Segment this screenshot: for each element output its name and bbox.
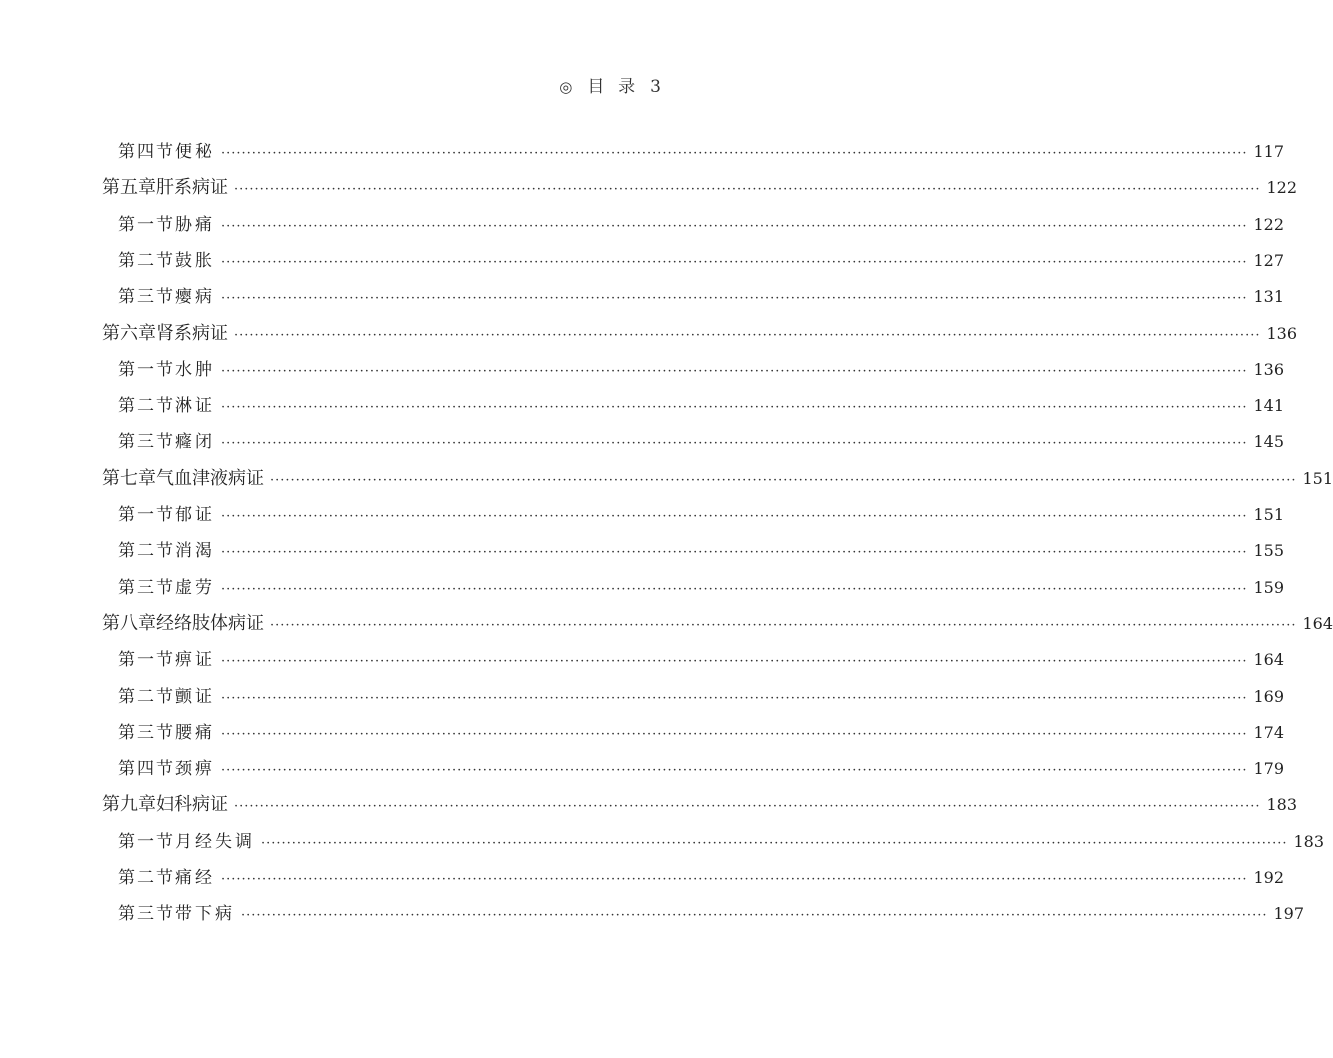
- section-title: 消渴: [175, 541, 215, 562]
- section-title: 胁痛: [175, 214, 215, 235]
- section-title: 便秘: [175, 142, 215, 162]
- dot-leader: ········································································································································································································: [270, 617, 1297, 633]
- toc-section-row: [118, 497, 1285, 533]
- section-number: 第一节: [118, 505, 175, 525]
- section-title: 月经失调: [175, 831, 255, 852]
- section-title: 郁证: [175, 505, 215, 525]
- page-number: 179: [1253, 759, 1285, 779]
- chapter-title: 妇科病证: [156, 794, 228, 816]
- toc-chapter-row: [102, 170, 1298, 206]
- toc-chapter-row: [102, 461, 1333, 497]
- page-number: 174: [1253, 722, 1285, 742]
- dot-leader: ········································································································································································································: [261, 835, 1288, 851]
- dot-leader: ········································································································································································································: [221, 363, 1248, 379]
- chapter-title: 经络肢体病证: [156, 612, 264, 634]
- toc-section-row: [118, 751, 1285, 787]
- dot-leader: ········································································································································································································: [234, 799, 1261, 815]
- section-number: 第三节: [118, 432, 175, 453]
- chapter-number: 第七章: [102, 467, 156, 489]
- dot-leader: ········································································································································································································: [221, 763, 1248, 779]
- page-number: 136: [1266, 323, 1298, 343]
- toc-section-row: [118, 715, 1285, 751]
- toc-section-row: [118, 679, 1285, 715]
- dot-leader: ········································································································································································································: [221, 872, 1248, 887]
- section-title: 痹证: [175, 650, 215, 671]
- dot-leader: ········································································································································································································: [270, 472, 1297, 488]
- dot-leader: ········································································································································································································: [221, 291, 1248, 307]
- dot-leader: ········································································································································································································: [221, 146, 1248, 161]
- section-number: 第二节: [118, 250, 175, 271]
- dot-leader: ········································································································································································································: [221, 254, 1248, 270]
- section-title: 淋证: [175, 396, 215, 417]
- toc-section-row: [118, 424, 1285, 460]
- page-number: 117: [1253, 142, 1285, 161]
- chapter-number: 第八章: [102, 612, 156, 634]
- page-number: 145: [1253, 432, 1285, 452]
- chapter-title: 气血津液病证: [156, 467, 264, 489]
- page-number: 136: [1253, 359, 1285, 379]
- page-number: 169: [1253, 686, 1285, 706]
- section-number: 第四节: [118, 142, 175, 162]
- section-number: 第二节: [118, 868, 175, 888]
- toc-section-row: [118, 134, 1285, 170]
- section-title: 痛经: [175, 868, 215, 888]
- toc-chapter-row: [102, 606, 1333, 642]
- section-number: 第三节: [118, 722, 175, 743]
- page-number: 183: [1266, 795, 1298, 815]
- toc-section-row: [118, 352, 1285, 388]
- section-number: 第三节: [118, 904, 175, 925]
- toc-section-row: [118, 388, 1285, 424]
- dot-leader: ········································································································································································································: [234, 327, 1261, 343]
- toc-section-row: [118, 533, 1285, 569]
- chapter-number: 第九章: [102, 794, 156, 816]
- section-title: 颈痹: [175, 759, 215, 780]
- toc-section-row: [118, 207, 1285, 243]
- page-number: 164: [1302, 613, 1333, 633]
- section-title: 癃闭: [175, 432, 215, 453]
- chapter-number: 第五章: [102, 177, 156, 199]
- toc-chapter-row: [102, 316, 1298, 352]
- toc-section-row: [118, 642, 1285, 678]
- page-number: 155: [1253, 541, 1285, 561]
- page-number: 183: [1293, 831, 1325, 851]
- page-number: 197: [1273, 904, 1305, 924]
- page-header: [559, 72, 662, 97]
- toc-section-row: [118, 860, 1285, 896]
- toc-section-row: [118, 570, 1285, 606]
- page-number: 127: [1253, 250, 1285, 270]
- section-number: 第三节: [118, 287, 175, 308]
- section-number: 第四节: [118, 759, 175, 780]
- page-number: 151: [1253, 505, 1285, 524]
- toc-section-row: [118, 279, 1285, 315]
- chapter-number: 第六章: [102, 322, 156, 344]
- section-number: 第二节: [118, 396, 175, 417]
- dot-leader: ········································································································································································································: [221, 509, 1248, 524]
- chapter-title: 肾系病证: [156, 322, 228, 344]
- header-page-number: 3: [650, 77, 662, 97]
- dot-leader: ········································································································································································································: [221, 218, 1248, 234]
- dot-leader: ········································································································································································································: [221, 654, 1248, 670]
- chapter-title: 肝系病证: [156, 177, 228, 199]
- section-number: 第二节: [118, 686, 175, 707]
- section-title: 瘿病: [175, 287, 215, 308]
- section-number: 第一节: [118, 650, 175, 671]
- circle-mark-icon: ◎: [559, 78, 574, 96]
- header-title: 目 录: [587, 77, 637, 97]
- page-number: 122: [1266, 178, 1298, 198]
- section-title: 鼓胀: [175, 250, 215, 271]
- page-number: 122: [1253, 214, 1285, 234]
- toc-section-row: [118, 824, 1325, 860]
- page-number: 159: [1253, 577, 1285, 597]
- section-number: 第一节: [118, 359, 175, 380]
- toc-section-row: [118, 896, 1305, 932]
- dot-leader: ········································································································································································································: [241, 908, 1268, 924]
- section-number: 第三节: [118, 577, 175, 598]
- dot-leader: ········································································································································································································: [221, 436, 1248, 452]
- toc-section-row: [118, 243, 1285, 279]
- section-title: 水肿: [175, 359, 215, 380]
- page-number: 131: [1253, 287, 1285, 307]
- section-number: 第一节: [118, 214, 175, 235]
- dot-leader: ········································································································································································································: [221, 581, 1248, 597]
- toc-chapter-row: [102, 787, 1298, 823]
- dot-leader: ········································································································································································································: [221, 400, 1248, 416]
- page-number: 151: [1302, 468, 1333, 488]
- section-title: 虚劳: [175, 577, 215, 598]
- dot-leader: ········································································································································································································: [221, 690, 1248, 706]
- page-number: 141: [1253, 396, 1285, 416]
- section-title: 腰痛: [175, 722, 215, 743]
- dot-leader: ········································································································································································································: [234, 182, 1261, 198]
- page-number: 192: [1253, 868, 1285, 887]
- dot-leader: ········································································································································································································: [221, 726, 1248, 742]
- section-title: 带下病: [175, 904, 235, 925]
- section-number: 第二节: [118, 541, 175, 562]
- page-number: 164: [1253, 650, 1285, 670]
- dot-leader: ········································································································································································································: [221, 545, 1248, 561]
- section-title: 颤证: [175, 686, 215, 707]
- section-number: 第一节: [118, 831, 175, 852]
